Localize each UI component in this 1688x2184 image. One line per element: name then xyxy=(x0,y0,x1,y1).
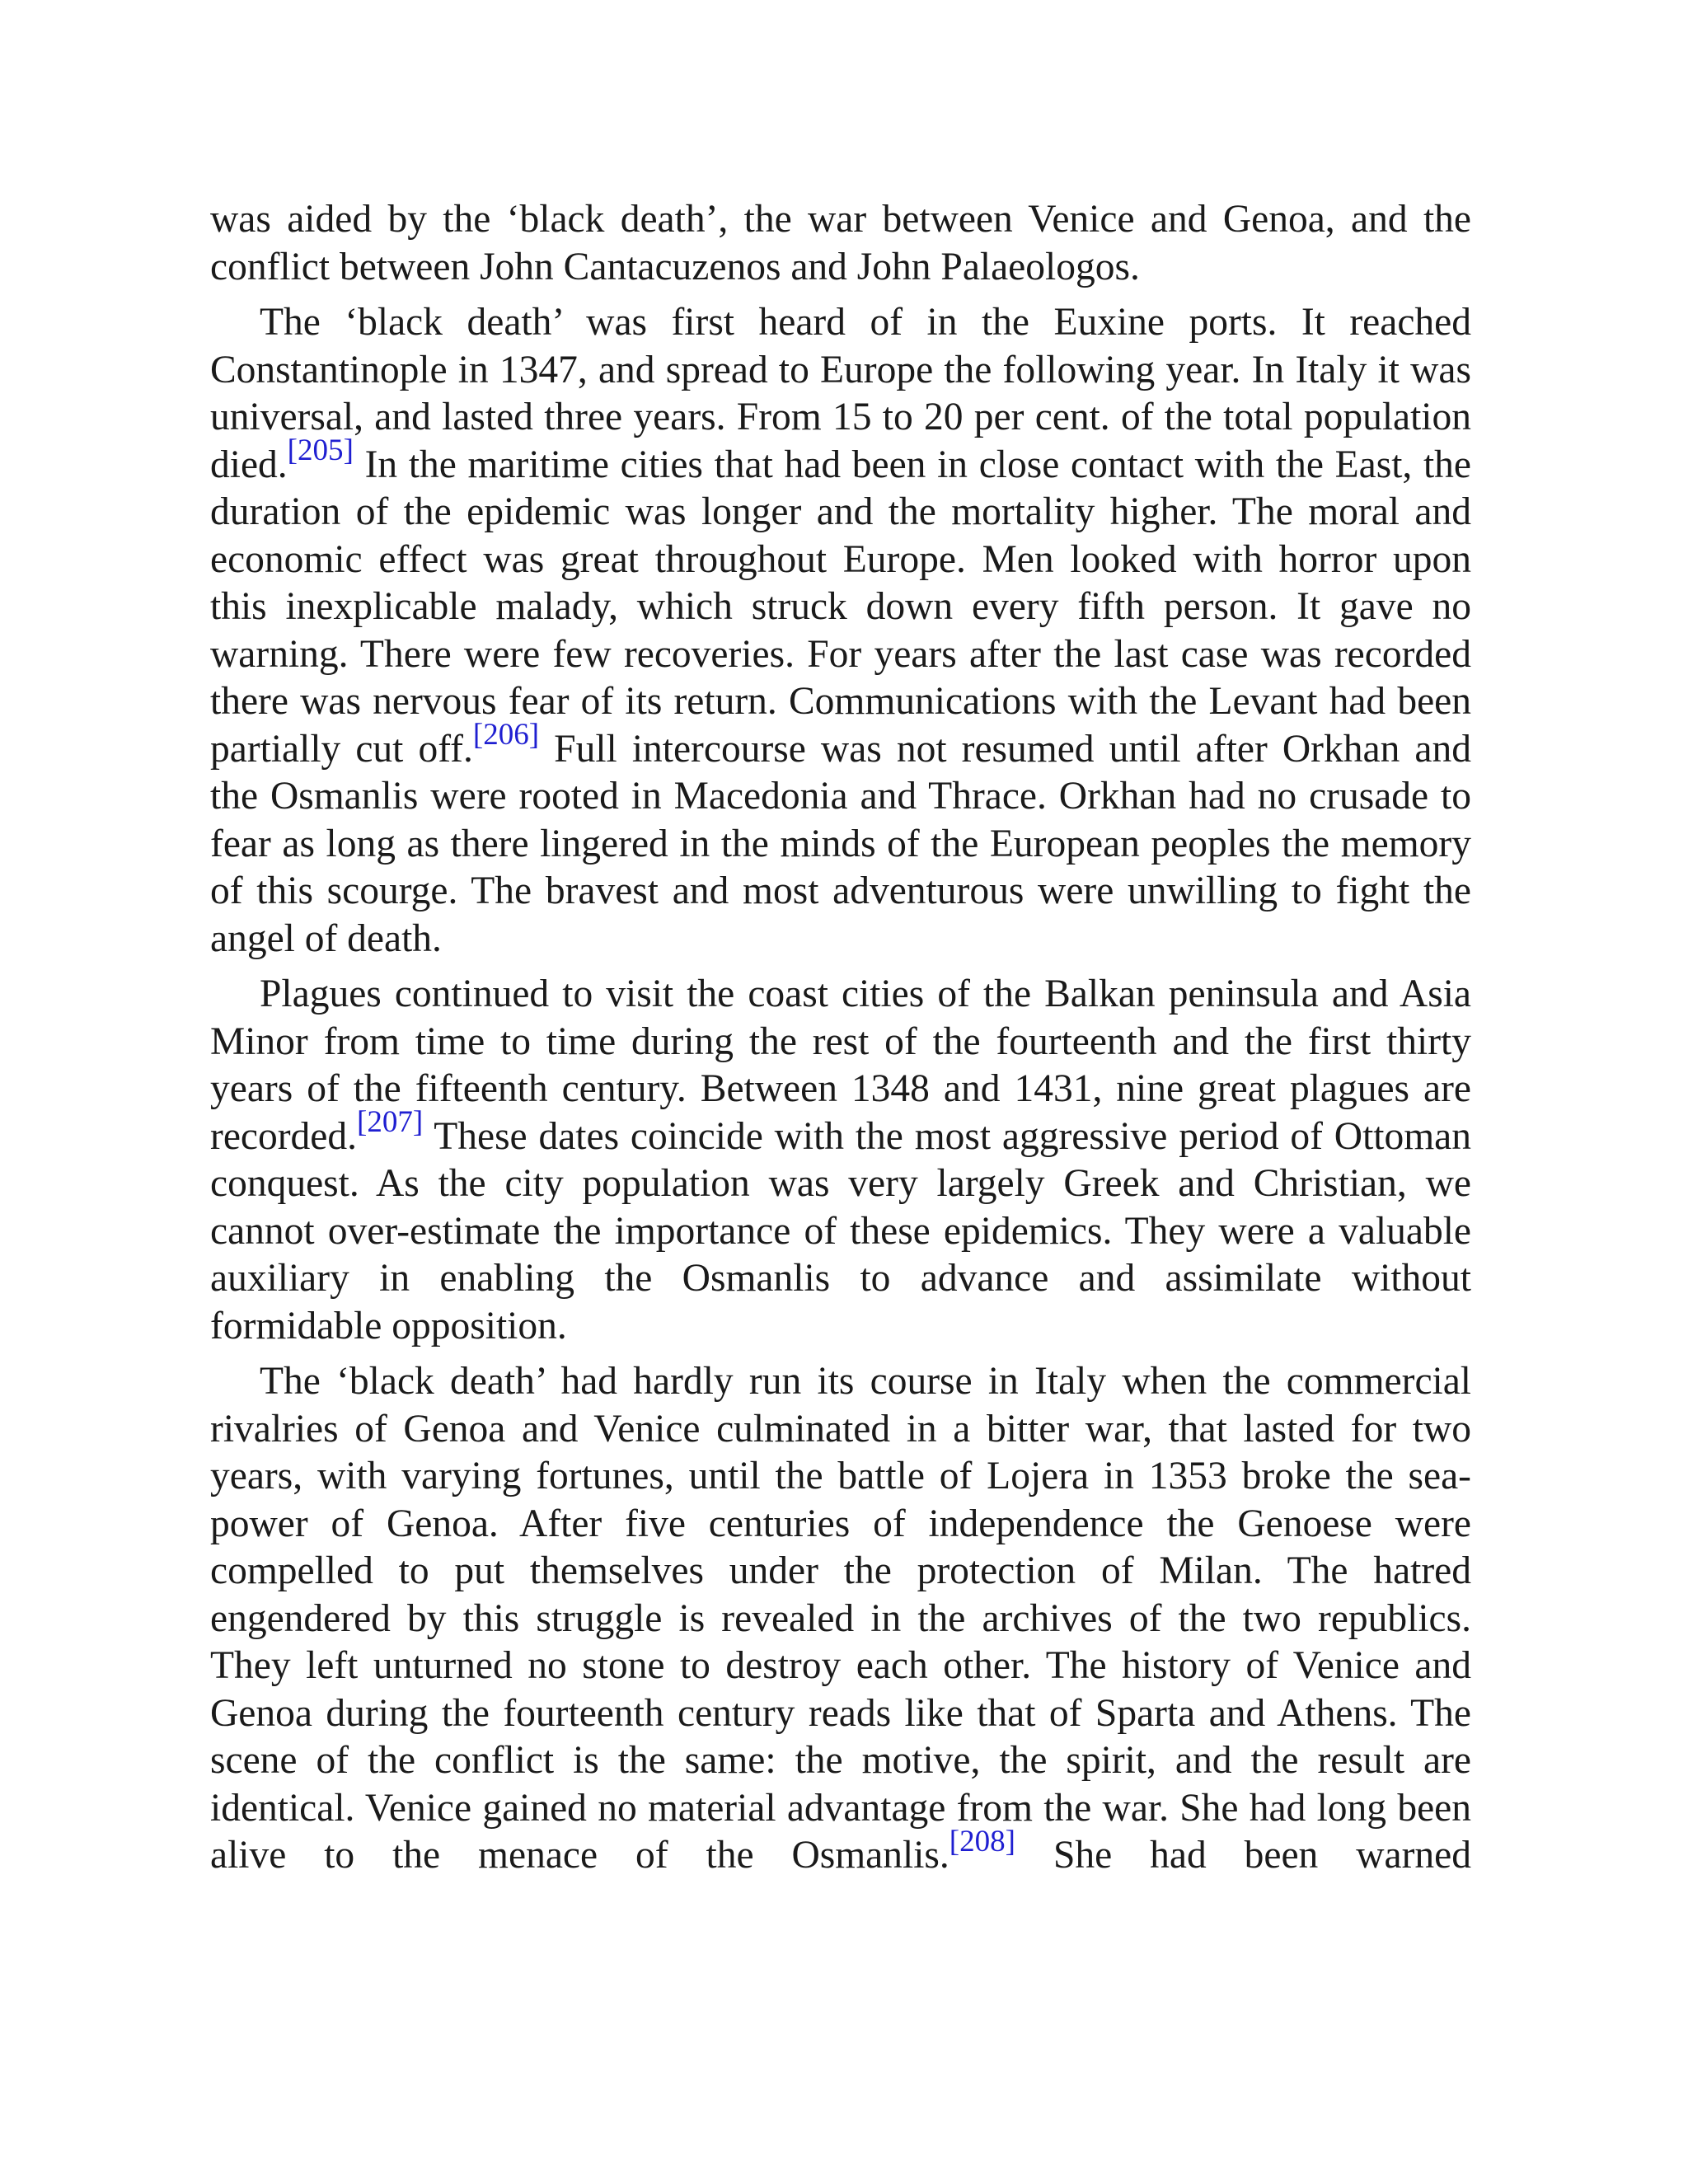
paragraph-text: She had been warned xyxy=(1015,1834,1471,1877)
paragraph-text: was aided by the ‘black death’, the war between Venice and Genoa, and the conflict between John Cantacuzenos and John Palaeologos. xyxy=(210,198,1471,288)
paragraph-4 xyxy=(210,1358,1471,1880)
paragraph-text: Plagues continued to visit the coast cities of the Balkan peninsula and Asia Minor from time to time during the rest of the fourteenth and the first thirty years of the fifteenth century. Between 1348 and 1431, nine great plagues are recorded. xyxy=(210,972,1471,1158)
paragraph-text: The ‘black death’ was first heard of in the Euxine ports. It reached Constantinople in 1347, and spread to Europe the following year. In Italy it was universal, and lasted three years. From 15 to 20 per cent. of the total population died. xyxy=(210,301,1471,486)
footnote-link-208[interactable]: [208] xyxy=(949,1824,1016,1858)
paragraph-text: These dates coincide with the most aggressive period of Ottoman conquest. As the city population was very largely Greek and Christian, we cannot over-estimate the importance of these epidemics. They were a valuable auxiliary in enabling the Osmanlis to advance and assimilate without formidable opposition. xyxy=(210,1114,1471,1347)
paragraph-text: In the maritime cities that had been in close contact with the East, the duration of the epidemic was longer and the mortality higher. The moral and economic effect was great throughout Europe. Men looked with horror upon this inexplicable malady, which struck down every fifth person. It gave no warning. There were few recoveries. For years after the last case was recorded there was nervous fear of its return. Communications with the Levant had been partially cut off. xyxy=(210,443,1471,771)
paragraph-2 xyxy=(210,299,1471,963)
paragraph-text: The ‘black death’ had hardly run its course in Italy when the commercial rivalries of Genoa and Venice culminated in a bitter war, that lasted for two years, with varying fortunes, until the battle of Lojera in 1353 broke the sea-power of Genoa. After five centuries of independence the Genoese were compelled to put themselves under the protection of Milan. The hatred engendered by this struggle is revealed in the archives of the two republics. They left unturned no stone to destroy each other. The history of Venice and Genoa during the fourteenth century reads like that of Sparta and Athens. The scene of the conflict is the same: the motive, the spirit, and the result are identical. Venice gained no material advantage from the war. She had long been alive to the menace of the Osmanlis. xyxy=(210,1360,1471,1877)
footnote-link-207[interactable]: [207] xyxy=(357,1105,424,1140)
page-body xyxy=(210,196,1471,1888)
paragraph-3 xyxy=(210,971,1471,1350)
footnote-link-206[interactable]: [206] xyxy=(472,718,540,752)
footnote-link-205[interactable]: [205] xyxy=(287,434,354,468)
paragraph-text: Full intercourse was not resumed until after Orkhan and the Osmanlis were rooted in Macedonia and Thrace. Orkhan had no crusade to fear as long as there lingered in the minds of the European peoples the memory of this scourge. The bravest and most adventurous were unwilling to fight the angel of death. xyxy=(210,727,1471,960)
paragraph-1 xyxy=(210,196,1471,291)
